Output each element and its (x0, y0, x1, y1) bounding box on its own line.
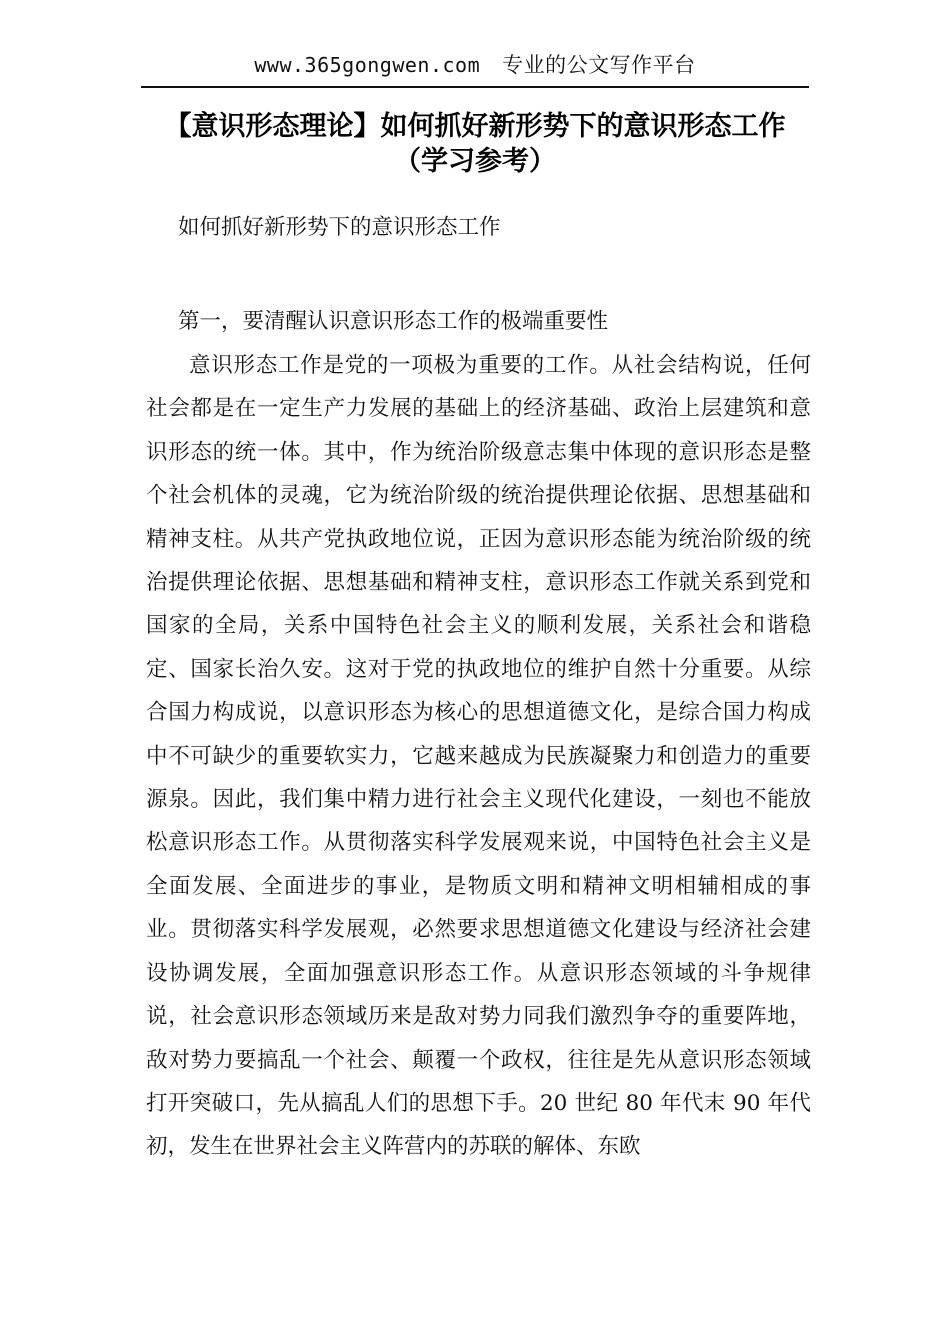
document-title (141, 109, 809, 179)
document-subtitle: 如何抓好新形势下的意识形态工作 (178, 215, 501, 240)
body-paragraph: 意识形态工作是党的一项极为重要的工作。从社会结构说，任何社会都是在一定生产力发展的基础上的经济基础、政治上层建筑和意识形态的统一体。其中，作为统治阶级意志集中体现的意识形态是整个社会机体的灵魂，它为统治阶级的统治提供理论依据、思想基础和精神支柱。从共产党执政地位说，正因为意识形态能为统治阶级的统治提供理论依据、思想基础和精神支柱，意识形态工作就关系到党和国家的全局，关系中国特色社会主义的顺利发展，关系社会和谐稳定、国家长治久安。这对于党的执政地位的维护自然十分重要。从综合国力构成说，以意识形态为核心的思想道德文化，是综合国力构成中不可缺少的重要软实力，它越来越成为民族凝聚力和创造力的重要源泉。因此，我们集中精力进行社会主义现代化建设，一刻也不能放松意识形态工作。从贯彻落实科学发展观来说，中国特色社会主义是全面发展、全面进步的事业，是物质文明和精神文明相辅相成的事业。贯彻落实科学发展观，必然要求思想道德文化建设与经济社会建设协调发展，全面加强意识形态工作。从意识形态领域的斗争规律说，社会意识形态领域历来是敌对势力同我们激烈争夺的重要阵地，敌对势力要搞乱一个社会、颠覆一个政权，往往是先从意识形态领域打开突破口，先从搞乱人们的思想下手。20 世纪 80 年代末 90 年代初，发生在世界社会主义阵营内的苏联的解体、东欧 (146, 353, 811, 1160)
document-body (146, 210, 811, 1169)
document-title-line-1: 【意识形态理论】如何抓好新形势下的意识形态工作 (164, 111, 786, 142)
header-tagline: 专业的公文写作平台 (502, 53, 696, 77)
document-title-line-2: （学习参考） (394, 146, 556, 177)
header-divider (141, 86, 809, 88)
header-url: www.365gongwen.com (254, 53, 481, 77)
page-header (141, 48, 809, 82)
section-heading: 第一，要清醒认识意识形态工作的极端重要性 (178, 309, 609, 334)
